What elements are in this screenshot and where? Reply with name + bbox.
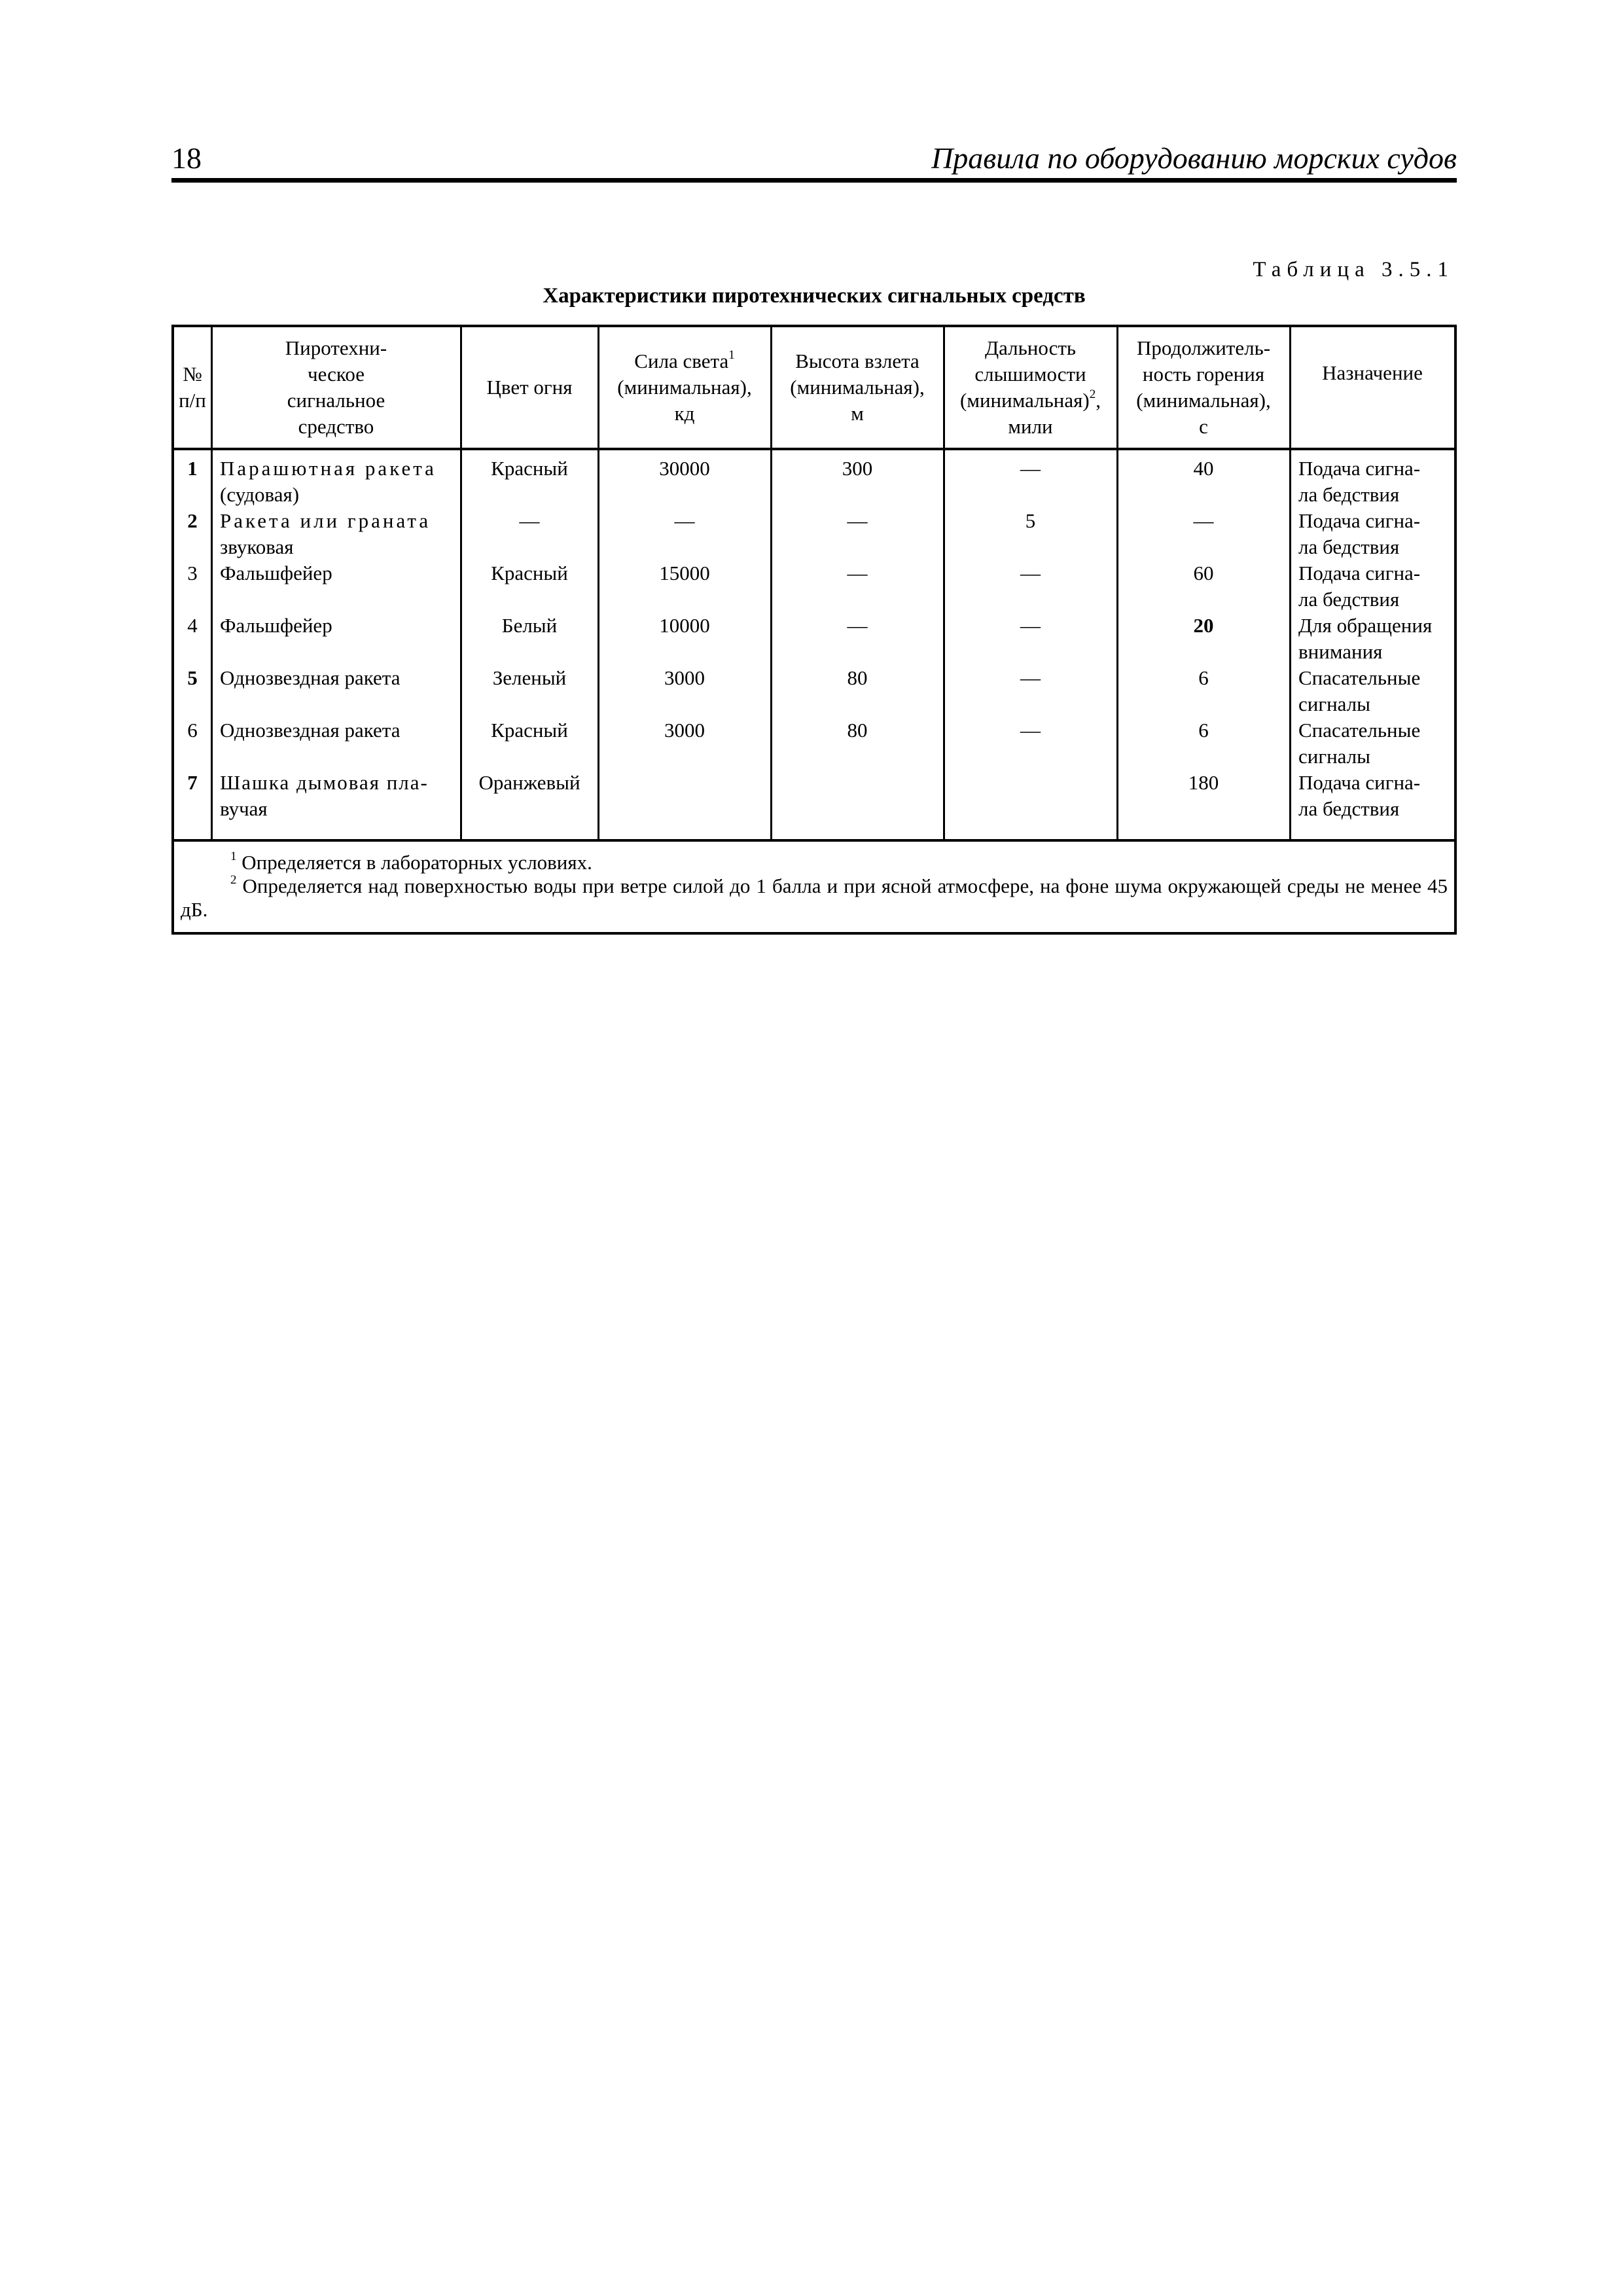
- burn-time: 40: [1193, 457, 1214, 480]
- device-name: Однозвездная ракета: [220, 719, 401, 742]
- footnote-mark: 2: [1089, 387, 1096, 401]
- light-power: 30000: [659, 457, 710, 480]
- launch-height: —: [847, 562, 868, 584]
- header-rule: [171, 178, 1457, 183]
- row-number: 5: [187, 666, 198, 689]
- footnote-mark: 2: [230, 873, 237, 887]
- header-purpose: Назначение: [1322, 361, 1423, 384]
- table-number: Таблица 3.5.1: [1253, 258, 1454, 281]
- header-audibility: Дальность слышимости (минимальная)$^2$, мили: [960, 336, 1101, 438]
- device-name: Фальшфейер: [220, 562, 332, 584]
- footnote-mark: 1: [230, 850, 237, 863]
- light-power: 3000: [664, 666, 705, 689]
- purpose: Спасательные сигналы: [1298, 666, 1421, 715]
- purpose: Спасательные сигналы: [1298, 719, 1421, 768]
- audibility-range: —: [1020, 719, 1041, 742]
- burn-time: 20: [1193, 614, 1214, 637]
- footnote-mark: 1: [728, 348, 735, 362]
- header-num: № п/п: [179, 363, 206, 412]
- purpose: Для обращения внимания: [1298, 614, 1433, 663]
- row-number: 7: [187, 771, 198, 794]
- row-number: 2: [187, 509, 198, 532]
- fire-color: Красный: [491, 719, 568, 742]
- device-name: Ракета или граната звуковая: [220, 509, 431, 558]
- audibility-range: —: [1020, 457, 1041, 480]
- burn-time: 180: [1188, 771, 1219, 794]
- header-color: Цвет огня: [486, 376, 573, 399]
- purpose: Подача сигна- ла бедствия: [1298, 562, 1421, 611]
- burn-time: —: [1193, 509, 1214, 532]
- row-number: 4: [187, 614, 198, 637]
- header-divider: [174, 448, 1454, 450]
- row-number: 3: [187, 562, 198, 584]
- footnote-divider: [174, 839, 1454, 842]
- purpose: Подача сигна- ла бедствия: [1298, 771, 1421, 820]
- launch-height: —: [847, 509, 868, 532]
- signal-table: [171, 325, 1457, 935]
- fire-color: Красный: [491, 457, 568, 480]
- header-burn-time: Продолжитель- ность горения (минимальная), с: [1136, 336, 1271, 438]
- purpose: Подача сигна- ла бедствия: [1298, 457, 1421, 506]
- fire-color: —: [519, 509, 540, 532]
- header-device: Пиротехни- ческое сигнальное средство: [285, 336, 387, 438]
- header-height: Высота взлета (минимальная), м: [790, 350, 925, 425]
- purpose: Подача сигна- ла бедствия: [1298, 509, 1421, 558]
- light-power: —: [674, 509, 695, 532]
- row-number: 1: [187, 457, 198, 480]
- launch-height: 80: [847, 666, 868, 689]
- fire-color: Зеленый: [492, 666, 567, 689]
- table-footnotes: [174, 851, 1454, 922]
- fire-color: Красный: [491, 562, 568, 584]
- running-title: Правила по оборудованию морских судов: [931, 141, 1457, 175]
- launch-height: 80: [847, 719, 868, 742]
- device-name: Парашютная ракета (судовая): [220, 457, 437, 506]
- audibility-range: —: [1020, 562, 1041, 584]
- burn-time: 6: [1198, 719, 1209, 742]
- footnote: $^1$ Определяется в лабораторных условиях.: [230, 850, 592, 874]
- launch-height: —: [847, 614, 868, 637]
- page-number: 18: [171, 141, 202, 175]
- fire-color: Белый: [501, 614, 558, 637]
- device-name: Шашка дымовая пла- вучая: [220, 771, 429, 820]
- burn-time: 6: [1198, 666, 1209, 689]
- light-power: 3000: [664, 719, 705, 742]
- header-light-power: Сила света$^1$ (минимальная), кд: [617, 348, 752, 425]
- audibility-range: —: [1020, 666, 1041, 689]
- launch-height: 300: [842, 457, 873, 480]
- light-power: 15000: [659, 562, 710, 584]
- burn-time: 60: [1193, 562, 1214, 584]
- device-name: Однозвездная ракета: [220, 666, 401, 689]
- light-power: 10000: [659, 614, 710, 637]
- footnote: $^2$ Определяется над поверхностью воды при ветре силой до 1 балла и при ясной атмосфере, на фоне шума окружающей среды не менее 45 дБ.: [181, 873, 1448, 921]
- audibility-range: —: [1020, 614, 1041, 637]
- audibility-range: 5: [1025, 509, 1036, 532]
- row-number: 6: [187, 719, 198, 742]
- table-title: Характеристики пиротехнических сигнальных средств: [543, 284, 1086, 308]
- device-name: Фальшфейер: [220, 614, 332, 637]
- fire-color: Оранжевый: [478, 771, 580, 794]
